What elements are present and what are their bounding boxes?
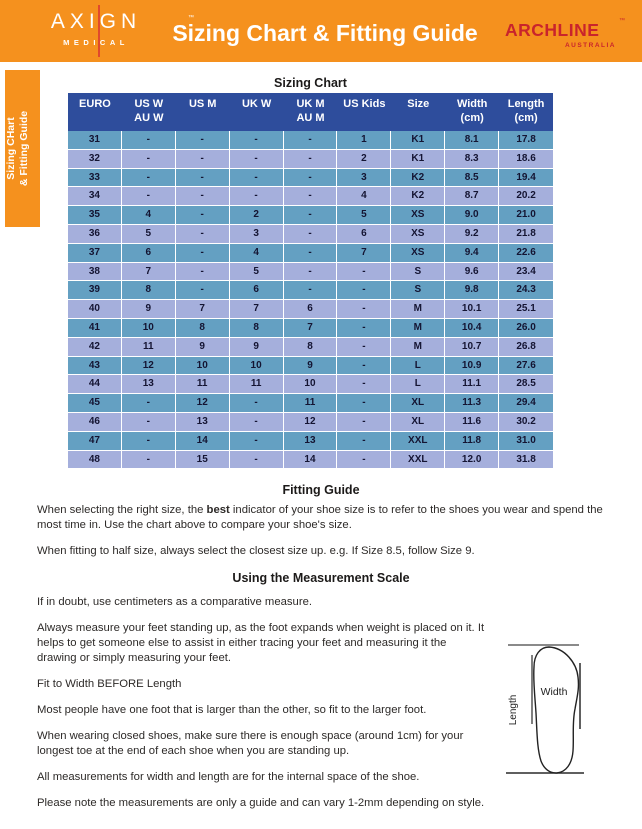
- table-cell: 19.4: [499, 169, 553, 188]
- table-cell: 3: [337, 169, 391, 188]
- table-cell: -: [230, 413, 284, 432]
- table-cell: L: [391, 375, 445, 394]
- foot-measurement-diagram: [503, 625, 640, 825]
- body-paragraph: When selecting the right size, the best indicator of your shoe size is to refer to the shoes you wear and spend the most time in. Use the chart above to compare your shoe's size.: [37, 504, 603, 531]
- table-cell: 14: [284, 451, 338, 470]
- table-cell: 11: [230, 375, 284, 394]
- body-paragraph: Always measure your feet standing up, as the foot expands when weight is placed on it. It helps to get someone else to assist in either tracing your feet and measuring it the drawing or simply measuring your feet.: [37, 622, 485, 664]
- table-cell: 9.8: [445, 281, 499, 300]
- body-paragraph: Fit to Width BEFORE Length: [37, 678, 182, 690]
- table-cell: XS: [391, 244, 445, 263]
- table-cell: -: [337, 357, 391, 376]
- table-cell: 5: [122, 225, 176, 244]
- table-cell: -: [230, 131, 284, 150]
- table-cell: -: [122, 131, 176, 150]
- table-cell: 48: [68, 451, 122, 470]
- table-cell: -: [337, 432, 391, 451]
- table-cell: 23.4: [499, 263, 553, 282]
- table-cell: 1: [337, 131, 391, 150]
- table-header-cell: Length (cm): [507, 98, 545, 124]
- table-cell: -: [122, 187, 176, 206]
- table-cell: 7: [230, 300, 284, 319]
- table-cell: -: [337, 263, 391, 282]
- table-cell: 18.6: [499, 150, 553, 169]
- table-row: [68, 394, 553, 413]
- table-cell: 13: [284, 432, 338, 451]
- table-cell: -: [122, 413, 176, 432]
- table-cell: -: [122, 150, 176, 169]
- table-cell: -: [337, 338, 391, 357]
- table-cell: 36: [68, 225, 122, 244]
- table-cell: 8.1: [445, 131, 499, 150]
- table-cell: -: [230, 432, 284, 451]
- body-paragraph: All measurements for width and length are for the internal space of the shoe.: [37, 771, 420, 783]
- body-paragraph: Please note the measurements are only a guide and can vary 1-2mm depending on style.: [37, 797, 485, 809]
- table-cell: 9: [230, 338, 284, 357]
- table-cell: -: [230, 169, 284, 188]
- table-cell: 6: [122, 244, 176, 263]
- table-cell: 38: [68, 263, 122, 282]
- table-cell: M: [391, 338, 445, 357]
- table-cell: -: [284, 281, 338, 300]
- side-tab-label: [5, 70, 40, 227]
- table-cell: 40: [68, 300, 122, 319]
- table-cell: K2: [391, 169, 445, 188]
- table-header-cell: Size: [407, 98, 430, 110]
- table-cell: -: [176, 150, 230, 169]
- table-cell: 8: [230, 319, 284, 338]
- fitting-guide-heading: Fitting Guide: [282, 483, 360, 497]
- table-row: [68, 263, 553, 282]
- table-row: [68, 319, 553, 338]
- table-cell: -: [230, 187, 284, 206]
- table-cell: 7: [122, 263, 176, 282]
- foot-outline-path: [534, 647, 579, 773]
- table-cell: 20.2: [499, 187, 553, 206]
- table-cell: 21.0: [499, 206, 553, 225]
- table-cell: 42: [68, 338, 122, 357]
- table-cell: 31: [68, 131, 122, 150]
- archline-logo-name: ARCHLINE: [505, 20, 600, 40]
- table-cell: 11.3: [445, 394, 499, 413]
- axign-logo-name: AXIGN: [50, 10, 142, 33]
- table-cell: 10: [230, 357, 284, 376]
- table-cell: M: [391, 319, 445, 338]
- page-title: Sizing Chart & Fitting Guide: [172, 20, 478, 46]
- table-cell: 11: [122, 338, 176, 357]
- table-row: [68, 375, 553, 394]
- table-cell: 9.6: [445, 263, 499, 282]
- table-cell: 28.5: [499, 375, 553, 394]
- table-cell: -: [230, 394, 284, 413]
- table-cell: 11: [284, 394, 338, 413]
- table-cell: 26.0: [499, 319, 553, 338]
- table-cell: -: [284, 244, 338, 263]
- sizing-table: [68, 93, 553, 469]
- table-cell: 4: [337, 187, 391, 206]
- table-row: [68, 281, 553, 300]
- table-row: [68, 357, 553, 376]
- table-cell: XS: [391, 206, 445, 225]
- table-cell: 12: [122, 357, 176, 376]
- table-cell: 31.0: [499, 432, 553, 451]
- table-cell: -: [176, 244, 230, 263]
- table-row: [68, 150, 553, 169]
- table-cell: 5: [230, 263, 284, 282]
- table-cell: -: [337, 413, 391, 432]
- table-cell: -: [284, 225, 338, 244]
- table-cell: 8.3: [445, 150, 499, 169]
- width-label: Width: [540, 686, 568, 698]
- table-cell: 13: [122, 375, 176, 394]
- side-tab: [5, 70, 40, 227]
- table-cell: 9.4: [445, 244, 499, 263]
- table-cell: -: [337, 319, 391, 338]
- table-cell: 41: [68, 319, 122, 338]
- table-cell: -: [284, 206, 338, 225]
- table-cell: 13: [176, 413, 230, 432]
- table-cell: 12.0: [445, 451, 499, 470]
- table-cell: 14: [176, 432, 230, 451]
- table-cell: -: [176, 225, 230, 244]
- table-cell: XL: [391, 394, 445, 413]
- table-cell: 9: [176, 338, 230, 357]
- table-cell: 10: [122, 319, 176, 338]
- table-cell: 2: [230, 206, 284, 225]
- table-cell: 30.2: [499, 413, 553, 432]
- table-cell: 10: [176, 357, 230, 376]
- table-header-cell: US M: [188, 98, 217, 110]
- table-cell: 10.1: [445, 300, 499, 319]
- table-cell: K1: [391, 131, 445, 150]
- table-cell: -: [176, 131, 230, 150]
- table-cell: XXL: [391, 432, 445, 451]
- table-cell: 10.9: [445, 357, 499, 376]
- table-row: [68, 206, 553, 225]
- table-row: [68, 300, 553, 319]
- table-cell: XS: [391, 225, 445, 244]
- table-cell: 7: [284, 319, 338, 338]
- table-cell: -: [122, 432, 176, 451]
- table-row: [68, 451, 553, 470]
- table-cell: -: [176, 206, 230, 225]
- table-cell: -: [176, 263, 230, 282]
- table-cell: 34: [68, 187, 122, 206]
- table-cell: 12: [176, 394, 230, 413]
- table-cell: 17.8: [499, 131, 553, 150]
- table-cell: 9.2: [445, 225, 499, 244]
- table-cell: S: [391, 263, 445, 282]
- table-cell: -: [176, 187, 230, 206]
- table-cell: -: [284, 187, 338, 206]
- table-cell: 7: [337, 244, 391, 263]
- table-cell: 9: [284, 357, 338, 376]
- table-cell: 12: [284, 413, 338, 432]
- table-cell: XL: [391, 413, 445, 432]
- table-cell: M: [391, 300, 445, 319]
- table-row: [68, 169, 553, 188]
- table-cell: 11: [176, 375, 230, 394]
- table-cell: K1: [391, 150, 445, 169]
- table-header-cell: EURO: [79, 98, 111, 110]
- table-cell: XXL: [391, 451, 445, 470]
- axign-trademark-symbol: ™: [188, 15, 194, 21]
- table-cell: -: [122, 394, 176, 413]
- table-cell: 35: [68, 206, 122, 225]
- archline-logo: [505, 20, 630, 49]
- table-cell: L: [391, 357, 445, 376]
- body-paragraph: When wearing closed shoes, make sure there is enough space (around 1cm) for your longest toe at the end of each shoe when you are standing up.: [37, 730, 464, 757]
- table-header-cell: Width (cm): [456, 98, 488, 124]
- foot-outline-drawing: [503, 625, 640, 825]
- table-cell: 11.1: [445, 375, 499, 394]
- fitting-guide-paragraphs: [37, 503, 622, 570]
- side-tab-line2: & Fitting Guide: [18, 110, 30, 187]
- side-tab-line1: Sizing CHart: [5, 117, 17, 180]
- archline-logo-subtitle: AUSTRALIA: [564, 42, 616, 49]
- table-cell: 39: [68, 281, 122, 300]
- table-cell: 8: [176, 319, 230, 338]
- body-paragraph: Most people have one foot that is larger than the other, so fit to the larger foot.: [37, 704, 427, 716]
- table-cell: 5: [337, 206, 391, 225]
- table-cell: 6: [337, 225, 391, 244]
- table-cell: -: [284, 150, 338, 169]
- table-row: [68, 432, 553, 451]
- table-row: [68, 338, 553, 357]
- table-cell: K2: [391, 187, 445, 206]
- sizing-table-body: [68, 131, 553, 469]
- table-cell: 45: [68, 394, 122, 413]
- body-paragraph: If in doubt, use centimeters as a comparative measure.: [37, 596, 313, 608]
- table-cell: 22.6: [499, 244, 553, 263]
- table-cell: 6: [284, 300, 338, 319]
- table-cell: 43: [68, 357, 122, 376]
- table-cell: -: [176, 169, 230, 188]
- table-cell: 8: [284, 338, 338, 357]
- table-row: [68, 244, 553, 263]
- table-cell: -: [176, 281, 230, 300]
- table-cell: -: [337, 281, 391, 300]
- table-header-cell: UK M AU M: [296, 98, 325, 124]
- table-row: [68, 413, 553, 432]
- table-cell: -: [284, 263, 338, 282]
- table-cell: 4: [230, 244, 284, 263]
- archline-trademark-symbol: ™: [619, 18, 625, 24]
- table-cell: 9.0: [445, 206, 499, 225]
- table-cell: 2: [337, 150, 391, 169]
- table-cell: 9: [122, 300, 176, 319]
- table-cell: 44: [68, 375, 122, 394]
- table-header-cell: US W AU W: [134, 98, 164, 124]
- body-paragraph: When fitting to half size, always select the closest size up. e.g. If Size 8.5, follow Size 9.: [37, 545, 475, 557]
- table-cell: 10: [284, 375, 338, 394]
- table-cell: 3: [230, 225, 284, 244]
- table-header-cell: US Kids: [343, 98, 386, 110]
- table-cell: 11.8: [445, 432, 499, 451]
- table-cell: S: [391, 281, 445, 300]
- table-cell: 33: [68, 169, 122, 188]
- table-cell: 10.4: [445, 319, 499, 338]
- table-cell: -: [230, 451, 284, 470]
- table-cell: 32: [68, 150, 122, 169]
- table-cell: -: [337, 375, 391, 394]
- length-label: Length: [508, 694, 519, 726]
- table-cell: -: [337, 300, 391, 319]
- table-cell: -: [337, 394, 391, 413]
- table-cell: 37: [68, 244, 122, 263]
- table-row: [68, 225, 553, 244]
- table-cell: 10.7: [445, 338, 499, 357]
- sizing-chart-heading: Sizing Chart: [274, 76, 347, 90]
- table-cell: 8.7: [445, 187, 499, 206]
- table-cell: 27.6: [499, 357, 553, 376]
- table-cell: -: [284, 169, 338, 188]
- table-cell: 7: [176, 300, 230, 319]
- table-cell: 15: [176, 451, 230, 470]
- table-cell: 24.3: [499, 281, 553, 300]
- sizing-table-header-row: [68, 93, 553, 131]
- table-row: [68, 187, 553, 206]
- table-cell: 26.8: [499, 338, 553, 357]
- table-cell: -: [122, 169, 176, 188]
- axign-logo: [46, 9, 194, 55]
- table-cell: 47: [68, 432, 122, 451]
- table-cell: 31.8: [499, 451, 553, 470]
- table-cell: 11.6: [445, 413, 499, 432]
- table-row: [68, 131, 553, 150]
- table-cell: -: [284, 131, 338, 150]
- table-cell: 8: [122, 281, 176, 300]
- header-bar: [0, 0, 642, 62]
- table-cell: -: [122, 451, 176, 470]
- measurement-scale-heading: Using the Measurement Scale: [232, 571, 410, 585]
- measurement-paragraphs: [37, 595, 485, 822]
- table-cell: -: [337, 451, 391, 470]
- table-cell: 4: [122, 206, 176, 225]
- table-cell: 46: [68, 413, 122, 432]
- table-cell: 29.4: [499, 394, 553, 413]
- table-cell: 8.5: [445, 169, 499, 188]
- table-cell: -: [230, 150, 284, 169]
- axign-logo-subtitle: MEDICAL: [63, 38, 129, 47]
- table-header-cell: UK W: [241, 98, 272, 110]
- table-cell: 21.8: [499, 225, 553, 244]
- table-cell: 25.1: [499, 300, 553, 319]
- table-cell: 6: [230, 281, 284, 300]
